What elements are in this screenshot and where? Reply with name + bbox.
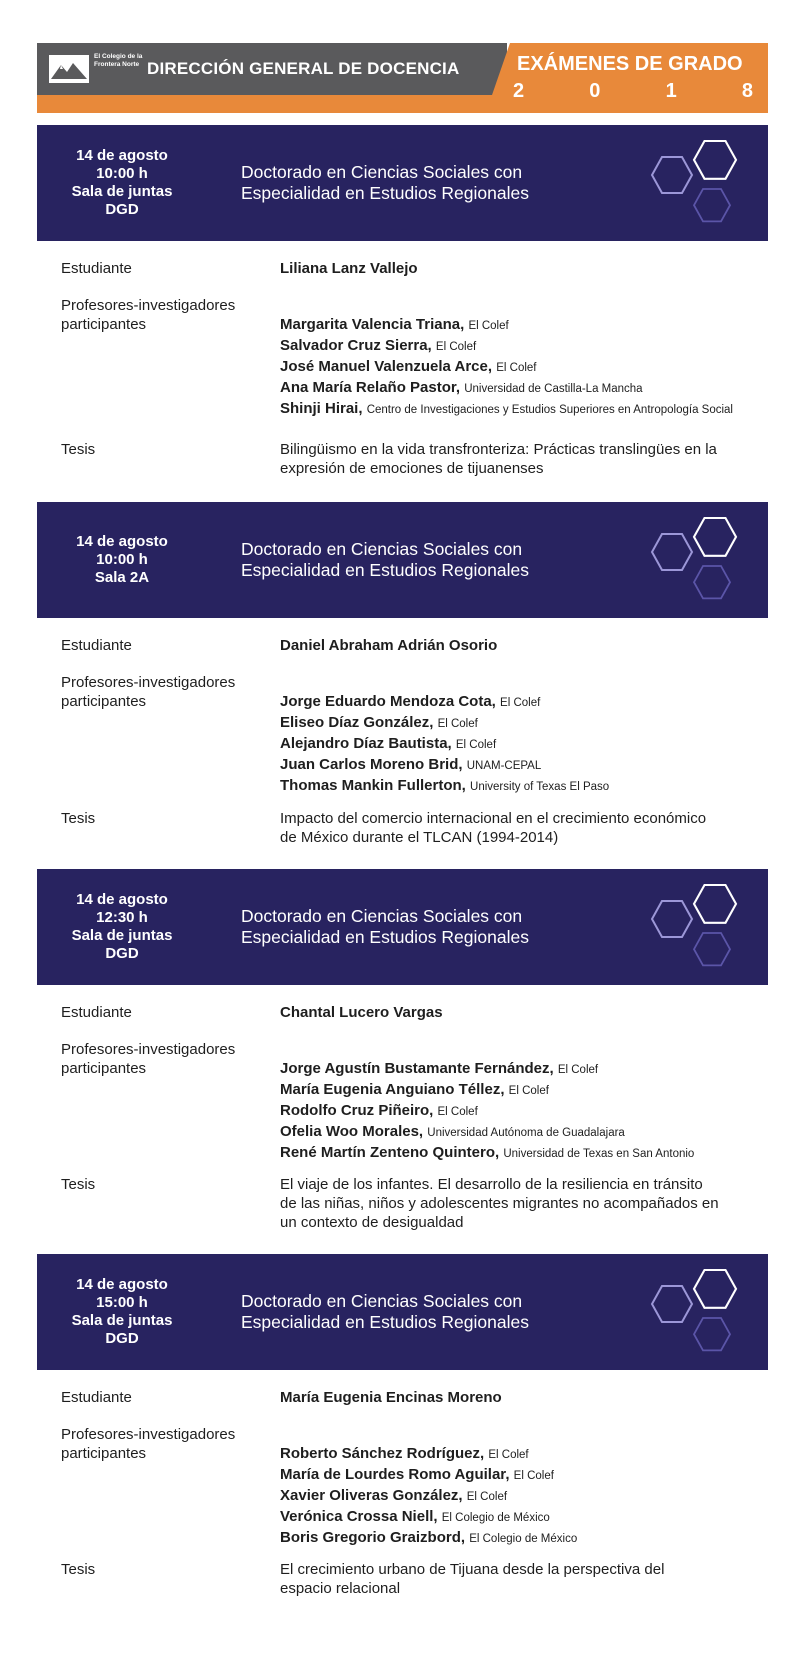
professor-list <box>280 315 750 420</box>
student-name: Daniel Abraham Adrián Osorio <box>280 637 498 654</box>
professor-institution: El Colef <box>500 697 541 709</box>
professor-item <box>280 399 750 420</box>
professor-name: Ana María Relaño Pastor, <box>280 379 461 396</box>
exam-place-2: DGD <box>105 1330 139 1347</box>
professor-item <box>280 1444 750 1465</box>
professor-item <box>280 336 750 357</box>
profs-label-line: Profesores-investigadores <box>61 297 236 314</box>
professor-item <box>280 1080 750 1101</box>
professor-institution: Universidad de Castilla-La Mancha <box>464 383 643 395</box>
professor-name: Eliseo Díaz González, <box>280 714 434 731</box>
professor-item <box>280 315 750 336</box>
hexagon-decoration-icon <box>650 1266 740 1360</box>
professor-name: Shinji Hirai, <box>280 400 363 417</box>
exam-program <box>241 125 529 241</box>
professor-institution: El Colef <box>455 739 497 751</box>
exam-date: 14 de agosto <box>76 147 168 164</box>
professor-item <box>280 776 750 797</box>
student-name: Liliana Lanz Vallejo <box>280 260 418 277</box>
exam-datetime <box>37 502 207 618</box>
professor-institution: El Colef <box>488 1449 529 1461</box>
professor-name: René Martín Zenteno Quintero, <box>280 1144 500 1161</box>
thesis-label: Tesis <box>61 1561 96 1578</box>
professor-name: Verónica Crossa Niell, <box>280 1508 438 1525</box>
header-banner <box>37 43 768 113</box>
exam-band <box>37 125 768 241</box>
exam-year <box>513 80 753 103</box>
professor-institution: El Colef <box>437 1106 478 1118</box>
exam-time: 10:00 h <box>96 551 148 568</box>
colef-logo-icon <box>49 55 89 83</box>
exam-datetime <box>37 869 207 985</box>
program-line: Especialidad en Estudios Regionales <box>241 183 529 203</box>
thesis-title: Bilingüismo en la vida transfronteriza: Prácticas translingües en la expresión de emociones de tijuanenses <box>280 441 717 477</box>
year-digit: 1 <box>665 80 677 102</box>
profs-label <box>61 1040 235 1078</box>
profs-label-line: Profesores-investigadores <box>61 674 236 691</box>
hexagon-decoration-icon <box>650 514 740 608</box>
professor-item <box>280 713 750 734</box>
thesis-label: Tesis <box>61 441 96 458</box>
professor-institution: El Colef <box>513 1470 554 1482</box>
professor-institution: El Colef <box>466 1491 508 1503</box>
exam-place-2: DGD <box>105 945 139 962</box>
exam-place: Sala de juntas <box>71 1312 173 1329</box>
professor-institution: Universidad Autónoma de Guadalajara <box>427 1127 625 1139</box>
exam-time: 10:00 h <box>96 165 148 182</box>
exam-place-2: DGD <box>105 201 139 218</box>
thesis-label: Tesis <box>61 810 96 827</box>
program-line: Doctorado en Ciencias Sociales con <box>241 1291 523 1311</box>
professor-name: María de Lourdes Romo Aguilar, <box>280 1466 510 1483</box>
professor-name: Roberto Sánchez Rodríguez, <box>280 1445 485 1462</box>
professor-name: Ofelia Woo Morales, <box>280 1123 424 1140</box>
professor-name: Xavier Oliveras González, <box>280 1487 463 1504</box>
exam-program <box>241 502 529 618</box>
professor-item <box>280 1486 750 1507</box>
thesis-title: Impacto del comercio internacional en el crecimiento económico de México durante el TLCAN (1994-2014) <box>280 810 707 846</box>
profs-label <box>61 673 235 711</box>
exam-band <box>37 869 768 985</box>
hexagon-decoration-icon <box>650 881 740 975</box>
profs-label-line: participantes <box>61 316 147 333</box>
professor-institution: El Colef <box>468 320 509 332</box>
exam-band <box>37 502 768 618</box>
profs-label-line: participantes <box>61 1445 147 1462</box>
professor-institution: El Colef <box>496 362 537 374</box>
profs-label-line: participantes <box>61 1060 147 1077</box>
exam-time: 15:00 h <box>96 1294 148 1311</box>
professor-institution: El Colegio de México <box>469 1533 578 1545</box>
profs-label-line: Profesores-investigadores <box>61 1041 236 1058</box>
student-name: María Eugenia Encinas Moreno <box>280 1389 502 1406</box>
program-line: Especialidad en Estudios Regionales <box>241 927 529 947</box>
professor-institution: UNAM-CEPAL <box>466 760 542 772</box>
student-label: Estudiante <box>61 260 132 277</box>
professor-item <box>280 1528 750 1549</box>
exam-band <box>37 1254 768 1370</box>
exam-time: 12:30 h <box>96 909 148 926</box>
professor-name: Juan Carlos Moreno Brid, <box>280 756 463 773</box>
program-line: Especialidad en Estudios Regionales <box>241 560 529 580</box>
professor-institution: El Colef <box>557 1064 599 1076</box>
exam-date: 14 de agosto <box>76 1276 168 1293</box>
student-label: Estudiante <box>61 637 132 654</box>
professor-institution: El Colegio de México <box>441 1512 550 1524</box>
professor-item <box>280 1507 750 1528</box>
student-label: Estudiante <box>61 1389 132 1406</box>
exam-title: EXÁMENES DE GRADO <box>517 53 743 75</box>
profs-label-line: Profesores-investigadores <box>61 1426 236 1443</box>
professor-institution: University of Texas El Paso <box>470 781 610 793</box>
profs-label <box>61 1425 235 1463</box>
thesis-label: Tesis <box>61 1176 96 1193</box>
professor-item <box>280 755 750 776</box>
exam-date: 14 de agosto <box>76 533 168 550</box>
professor-item <box>280 1122 750 1143</box>
student-name: Chantal Lucero Vargas <box>280 1004 443 1021</box>
exam-datetime <box>37 125 207 241</box>
profs-label-line: participantes <box>61 693 147 710</box>
hexagon-decoration-icon <box>650 137 740 231</box>
professor-name: Rodolfo Cruz Piñeiro, <box>280 1102 434 1119</box>
professor-list <box>280 692 750 797</box>
exam-place: Sala de juntas <box>71 183 173 200</box>
professor-name: Margarita Valencia Triana, <box>280 316 465 333</box>
professor-item <box>280 1143 750 1164</box>
logo-text: El Colegio de la Frontera Norte <box>94 53 143 68</box>
header-title: DIRECCIÓN GENERAL DE DOCENCIA <box>147 59 460 78</box>
professor-name: Jorge Eduardo Mendoza Cota, <box>280 693 496 710</box>
professor-institution: El Colef <box>508 1085 549 1097</box>
professor-institution: El Colef <box>435 341 477 353</box>
professor-item <box>280 1465 750 1486</box>
exam-program <box>241 1254 529 1370</box>
professor-name: José Manuel Valenzuela Arce, <box>280 358 493 375</box>
professor-name: Boris Gregorio Graizbord, <box>280 1529 466 1546</box>
profs-label <box>61 296 235 334</box>
professor-item <box>280 692 750 713</box>
professor-institution: El Colef <box>437 718 478 730</box>
year-digit: 8 <box>741 80 753 102</box>
professor-institution: Centro de Investigaciones y Estudios Superiores en Antropología Social <box>366 404 733 416</box>
exam-program <box>241 869 529 985</box>
professor-item <box>280 734 750 755</box>
thesis-title: El crecimiento urbano de Tijuana desde la perspectiva del espacio relacional <box>280 1561 665 1597</box>
professor-item <box>280 378 750 399</box>
program-line: Doctorado en Ciencias Sociales con <box>241 906 523 926</box>
professor-item <box>280 1059 750 1080</box>
professor-name: María Eugenia Anguiano Téllez, <box>280 1081 505 1098</box>
year-digit: 0 <box>589 80 601 102</box>
professor-name: Jorge Agustín Bustamante Fernández, <box>280 1060 554 1077</box>
professor-name: Alejandro Díaz Bautista, <box>280 735 452 752</box>
professor-name: Thomas Mankin Fullerton, <box>280 777 466 794</box>
exam-datetime <box>37 1254 207 1370</box>
program-line: Doctorado en Ciencias Sociales con <box>241 539 523 559</box>
exam-place: Sala 2A <box>94 569 150 586</box>
professor-list <box>280 1444 750 1549</box>
professor-institution: Universidad de Texas en San Antonio <box>503 1148 695 1160</box>
program-line: Especialidad en Estudios Regionales <box>241 1312 529 1332</box>
professor-name: Salvador Cruz Sierra, <box>280 337 432 354</box>
exam-date: 14 de agosto <box>76 891 168 908</box>
student-label: Estudiante <box>61 1004 132 1021</box>
professor-list <box>280 1059 750 1164</box>
thesis-title: El viaje de los infantes. El desarrollo de la resiliencia en tránsito de las niñas, niños y adolescentes migrantes no acompañados en un contexto de desigualdad <box>280 1176 719 1231</box>
year-digit: 2 <box>513 80 525 102</box>
program-line: Doctorado en Ciencias Sociales con <box>241 162 523 182</box>
professor-item <box>280 1101 750 1122</box>
professor-item <box>280 357 750 378</box>
exam-place: Sala de juntas <box>71 927 173 944</box>
